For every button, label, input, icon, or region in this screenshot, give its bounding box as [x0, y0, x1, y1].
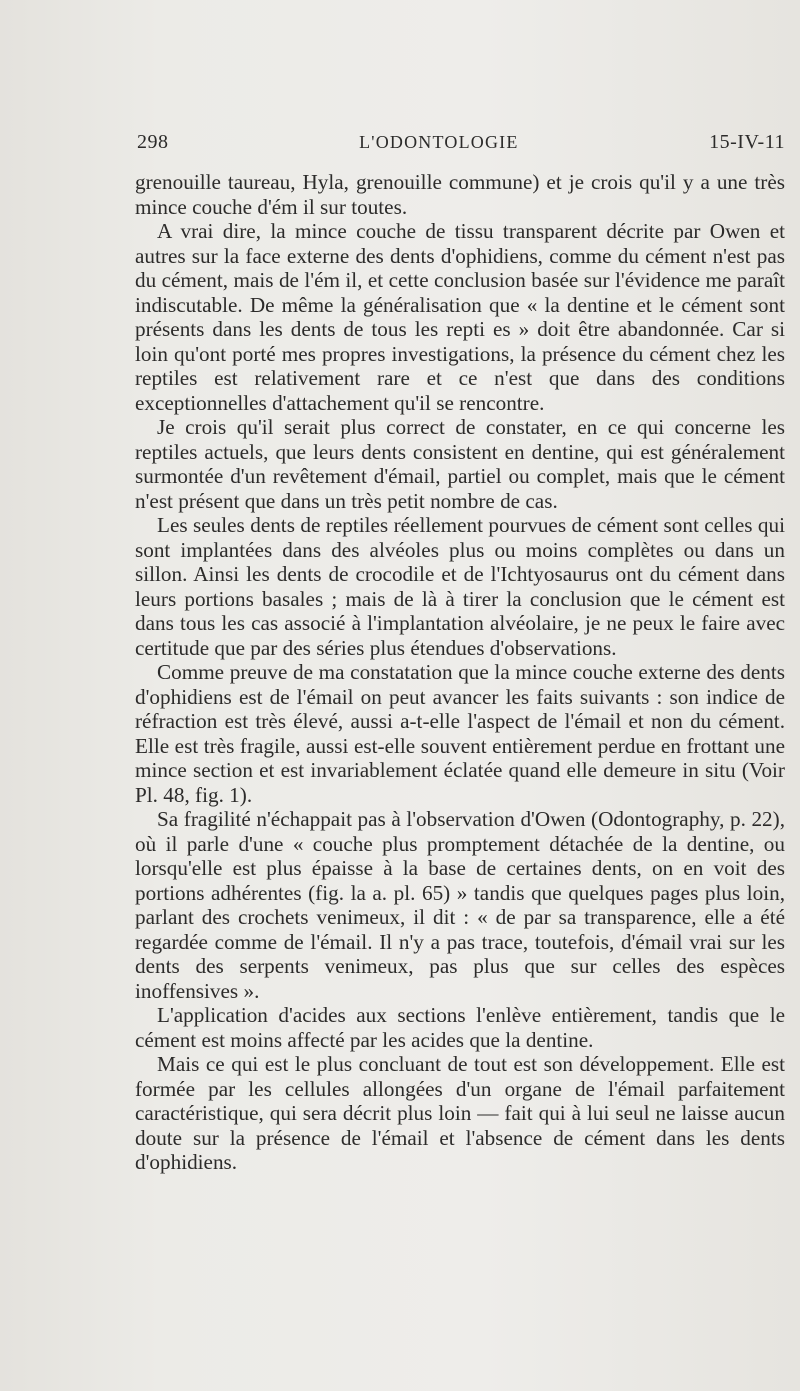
paragraph: Sa fragilité n'échappait pas à l'observation d'Owen (Odontography, p. 22), où il parle d'une « couche plus promptement détachée de la dentine, ou lorsqu'elle est plus épaisse à la base de certaines dents, on en voit des portions adhérentes (fig. la a. pl. 65) » tandis que quelques pages plus loin, parlant des crochets venimeux, il dit : « de par sa transparence, elle a été regardée comme de l'émail. Il n'y a pas trace, toutefois, d'émail vrai sur les dents des serpents venimeux, pas plus que sur celles des espèces inoffensives ».	[135, 807, 785, 1003]
issue-date: 15-IV-11	[709, 131, 785, 153]
paragraph: A vrai dire, la mince couche de tissu transparent décrite par Owen et autres sur la face externe des dents d'ophidiens, comme du cément n'est pas du cément, mais de l'ém il, et cette conclusion basée sur l'évidence me paraît indiscutable. De même la généralisation que « la dentine et le cément sont présents dans les dents de tous les repti es » doit être abandonnée. Car si loin qu'ont porté mes propres investigations, la présence du cément chez les reptiles est relativement rare et ce n'est que dans des conditions exceptionnelles d'attachement qu'il se rencontre.	[135, 219, 785, 415]
paragraph: Mais ce qui est le plus concluant de tout est son développement. Elle est formée par les cellules allongées d'un organe de l'émail parfaitement caractéristique, qui sera décrit plus loin — fait qui à lui seul ne laisse aucun doute sur la présence de l'émail et l'absence de cément dans les dents d'ophidiens.	[135, 1052, 785, 1174]
page-number: 298	[137, 131, 169, 153]
running-header	[137, 131, 785, 161]
paragraph: L'application d'acides aux sections l'enlève entièrement, tandis que le cément est moins affecté par les acides que la dentine.	[135, 1003, 785, 1052]
paragraph: Je crois qu'il serait plus correct de constater, en ce qui concerne les reptiles actuels, que leurs dents consistent en dentine, qui est généralement surmontée d'un revêtement d'émail, partiel ou complet, mais que le cément n'est présent que dans un très petit nombre de cas.	[135, 415, 785, 513]
paragraph: Comme preuve de ma constatation que la mince couche externe des dents d'ophidiens est de l'émail on peut avancer les faits suivants : son indice de réfraction est très élevé, aussi a-t-elle l'aspect de l'émail et non du cément. Elle est très fragile, aussi est-elle souvent entièrement perdue en frottant une mince section et est invariablement éclatée quand elle demeure in situ (Voir Pl. 48, fig. 1).	[135, 660, 785, 807]
body-text	[135, 170, 785, 1175]
paragraph: Les seules dents de reptiles réellement pourvues de cément sont celles qui sont implantées dans des alvéoles plus ou moins complètes ou dans un sillon. Ainsi les dents de crocodile et de l'Ichtyosaurus ont du cément dans leurs portions basales ; mais de là à tirer la conclusion que le cément est dans tous les cas associé à l'implantation alvéolaire, je ne peux le faire avec certitude que par des séries plus étendues d'observations.	[135, 513, 785, 660]
journal-title: L'ODONTOLOGIE	[359, 132, 519, 152]
paragraph: grenouille taureau, Hyla, grenouille commune) et je crois qu'il y a une très mince couche d'ém il sur toutes.	[135, 170, 785, 219]
